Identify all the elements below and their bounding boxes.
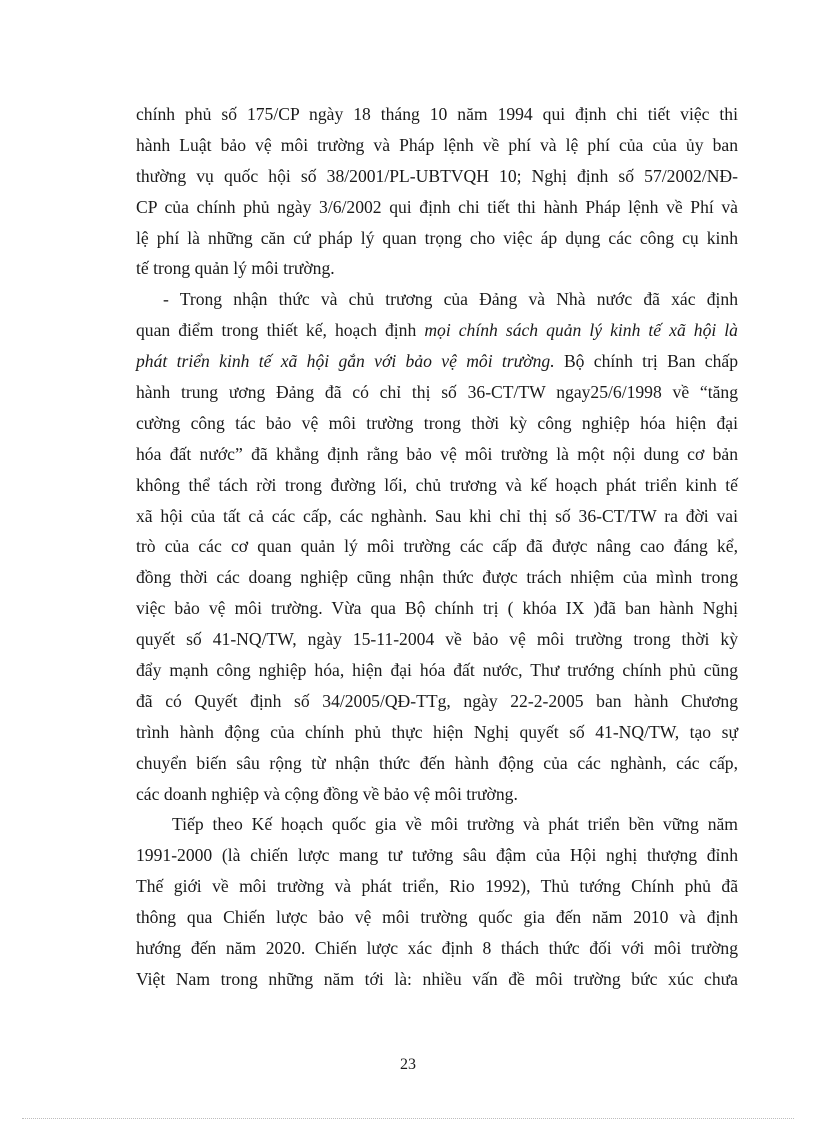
text-line: trò của các cơ quan quản lý môi trường các cấp đã được nâng cao đáng kể, xyxy=(136,536,738,557)
paragraph-legal-basis xyxy=(136,99,738,284)
text-line: cường công tác bảo vệ môi trường trong thời kỳ công nghiệp hóa hiện đại xyxy=(136,412,738,433)
text-line: đồng thời các doang nghiệp cũng nhận thức được trách nhiệm của mình trong xyxy=(136,567,738,588)
text-line: chính phủ số 175/CP ngày 18 tháng 10 năm 1994 qui định chi tiết việc thi xyxy=(136,104,738,124)
text-line: Thế giới về môi trường và phát triển, Rio 1992), Thủ tướng Chính phủ đã xyxy=(136,876,738,897)
text-line: chuyển biến sâu rộng từ nhận thức đến hành động của các nghành, các cấp, xyxy=(136,752,738,773)
text-line: - Trong nhận thức và chủ trương của Đảng và Nhà nước đã xác định xyxy=(163,289,738,310)
text-line-mixed xyxy=(136,346,738,377)
document-body xyxy=(136,99,738,995)
text-line: các doanh nghiệp và cộng đồng về bảo vệ môi trường. xyxy=(136,783,518,804)
text-segment: Bộ chính trị Ban chấp xyxy=(554,351,738,372)
page-number: 23 xyxy=(400,1056,416,1073)
text-line: lệ phí là những căn cứ pháp lý quan trọng cho việc áp dụng các công cụ kinh xyxy=(136,227,738,248)
text-line: CP của chính phủ ngày 3/6/2002 qui định chi tiết thi hành Pháp lệnh về Phí và xyxy=(136,196,738,217)
text-line: thường vụ quốc hội số 38/2001/PL-UBTVQH 10; Nghị định số 57/2002/NĐ- xyxy=(136,165,738,186)
text-line: việc bảo vệ môi trường. Vừa qua Bộ chính trị ( khóa IX )đã ban hành Nghị xyxy=(136,598,738,619)
text-line: thông qua Chiến lược bảo vệ môi trường quốc gia đến năm 2010 và định xyxy=(136,907,738,928)
text-line: hướng đến năm 2020. Chiến lược xác định 8 thách thức đối với môi trường xyxy=(136,938,738,959)
text-line: quyết số 41-NQ/TW, ngày 15-11-2004 về bảo vệ môi trường trong thời kỳ xyxy=(136,629,738,650)
text-line: xã hội của tất cả các cấp, các nghành. Sau khi chỉ thị số 36-CT/TW ra đời vai xyxy=(136,505,738,526)
paragraph-national-strategy xyxy=(136,809,738,994)
italic-emphasis: phát triển kinh tế xã hội gắn với bảo vệ môi trường. xyxy=(136,351,555,372)
page-bottom-border xyxy=(22,1118,794,1119)
text-line: không thể tách rời trong đường lối, chủ trương và kế hoạch phát triển kinh tế xyxy=(136,474,738,495)
text-line: Việt Nam trong những năm tới là: nhiều vấn đề môi trường bức xúc chưa xyxy=(136,968,738,989)
text-line: Tiếp theo Kế hoạch quốc gia về môi trường và phát triển bền vững năm xyxy=(172,814,738,835)
text-line: đã có Quyết định số 34/2005/QĐ-TTg, ngày 22-2-2005 ban hành Chương xyxy=(136,690,738,711)
text-line-mixed xyxy=(136,315,738,346)
text-segment: quan điểm trong thiết kế, hoạch định xyxy=(136,320,425,341)
text-line: tế trong quản lý môi trường. xyxy=(136,258,335,279)
paragraph-party-policy xyxy=(136,284,738,809)
italic-emphasis: mọi chính sách quản lý kinh tế xã hội là xyxy=(424,320,738,341)
text-line: đẩy mạnh công nghiệp hóa, hiện đại hóa đất nước, Thư trướng chính phủ cũng xyxy=(136,660,738,681)
text-line: hành Luật bảo vệ môi trường và Pháp lệnh về phí và lệ phí của của ủy ban xyxy=(136,134,738,155)
text-line: hóa đất nước” đã khẳng định rằng bảo vệ môi trường là một nội dung cơ bản xyxy=(136,443,738,464)
text-line: trình hành động của chính phủ thực hiện Nghị quyết số 41-NQ/TW, tạo sự xyxy=(136,721,738,742)
text-line: hành trung ương Đảng đã có chỉ thị số 36-CT/TW ngay25/6/1998 về “tăng xyxy=(136,382,738,403)
text-line: 1991-2000 (là chiến lược mang tư tưởng sâu đậm của Hội nghị thượng đỉnh xyxy=(136,845,738,866)
